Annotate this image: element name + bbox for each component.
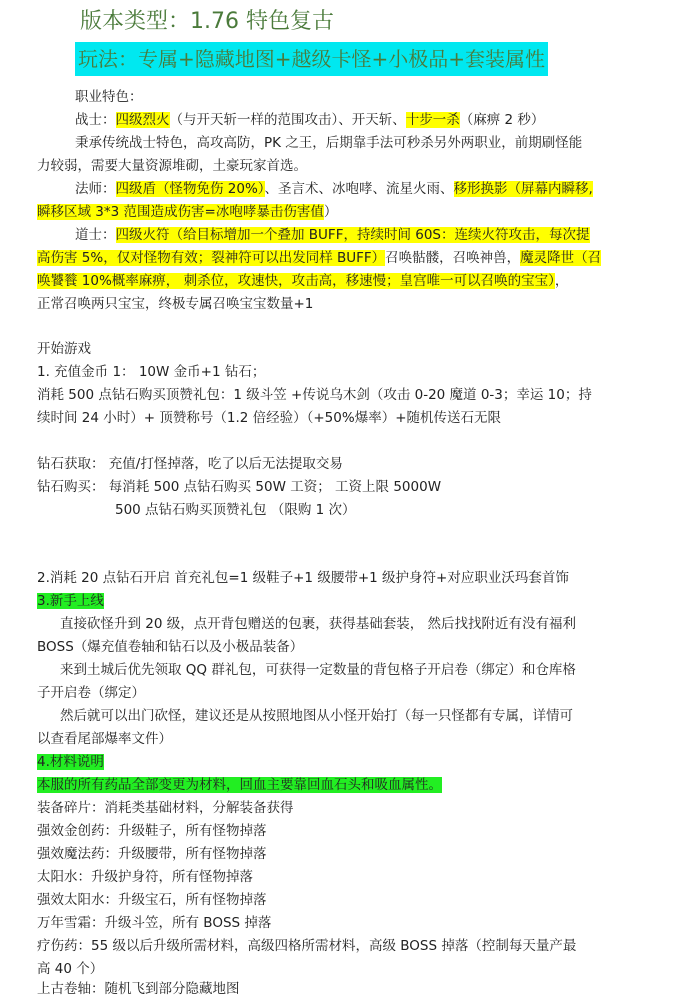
warrior-suffix: （麻痹 2 秒）: [459, 112, 545, 128]
taoist-suffix: ，: [554, 273, 569, 289]
taoist-skill-summon-cont: 唤饕餮 10%概率麻痹， 刺杀位，攻速快，攻击高，移速慢；皇宫唯一可以召唤的宝宝）: [37, 273, 555, 289]
material-item: 高 40 个）: [37, 961, 104, 977]
mage-skill-shield: 四级盾（怪物免伤 20%）: [115, 181, 265, 197]
taoist-prefix: 道士：: [75, 227, 116, 243]
material-item: 强效金创药：升级鞋子，所有怪物掉落: [37, 823, 267, 839]
warrior-skill-ten-step: 十步一杀: [405, 112, 460, 128]
material-item: 强效魔法药：升级腰带，所有怪物掉落: [37, 846, 267, 862]
section-3-heading: [37, 590, 104, 613]
warrior-line: [75, 109, 544, 132]
classes-heading: 职业特色：: [75, 89, 143, 105]
start-item-1: 1. 充值金币 1： 10W 金币+1 钻石；: [37, 364, 266, 380]
section-3-p3b: 以查看尾部爆率文件）: [37, 731, 172, 747]
taoist-line-2: [37, 247, 601, 270]
taoist-skill-fire-talisman-cont: 高伤害 5%，仅对怪物有效；裂神符可以出发同样 BUFF）: [37, 250, 386, 266]
start-item-1-desc-1: 消耗 500 点钻石购买顶赞礼包：1 级斗笠 +传说乌木剑（攻击 0-20 魔道 0-3；幸运 10；持: [37, 387, 592, 403]
mage-line-2: [37, 201, 337, 224]
taoist-desc: 正常召唤两只宝宝，终极专属召唤宝宝数量+1: [37, 296, 314, 312]
material-item: 万年雪霜：升级斗笠，所有 BOSS 掉落: [37, 915, 272, 931]
mage-mid: 、圣言术、冰咆哮、流星火雨、: [264, 181, 454, 197]
warrior-desc-1: 秉承传统战士特色，高攻高防，PK 之王，后期靠手法可秒杀另外两职业，前期刷怪能: [75, 135, 583, 151]
page-title: 版本类型：1.76 特色复古: [80, 9, 334, 34]
warrior-desc-2: 力较弱，需要大量资源堆砌，土豪玩家首选。: [37, 158, 307, 174]
material-item: 装备碎片：消耗类基础材料，分解装备获得: [37, 800, 294, 816]
taoist-mid: 召唤骷髅，召唤神兽，: [385, 250, 521, 266]
section-3-p1b: BOSS（爆充值卷轴和钻石以及小极品装备）: [37, 639, 304, 655]
section-4-highlight-text: 本服的所有药品全部变更为材料，回血主要靠回血石头和吸血属性。: [37, 777, 442, 793]
section-4-heading-text: 4.材料说明: [37, 754, 104, 770]
material-item: 疗伤药：55 级以后升级所需材料，高级四格所需材料，高级 BOSS 掉落（控制每天量产最: [37, 938, 577, 954]
start-item-1-desc-2: 续时间 24 小时）+ 顶赞称号（1.2 倍经验）（+50%爆率）+随机传送石无限: [37, 410, 502, 426]
warrior-mid: （与开天斩一样的范围攻击）、开天斩、: [169, 112, 406, 128]
warrior-prefix: 战士：: [75, 112, 116, 128]
section-3-p1a: 直接砍怪升到 20 级，点开背包赠送的包裹，获得基础套装， 然后找找附近有没有福利: [60, 616, 577, 632]
section-2: 2.消耗 20 点钻石开启 首充礼包=1 级鞋子+1 级腰带+1 级护身符+对应职业沃玛套首饰: [37, 570, 569, 586]
taoist-skill-fire-talisman: 四级火符（给目标增加一个叠加 BUFF，持续时间 60S：连续火符攻击，每次提: [115, 227, 590, 243]
taoist-skill-summon: 魔灵降世（召: [520, 250, 602, 266]
section-3-heading-text: 3.新手上线: [37, 593, 104, 609]
mage-prefix: 法师：: [75, 181, 116, 197]
section-4-highlight: [37, 774, 442, 797]
material-item: 强效太阳水：升级宝石，所有怪物掉落: [37, 892, 267, 908]
section-4-heading: [37, 751, 104, 774]
diamond-get: 钻石获取： 充值/打怪掉落，吃了以后无法提取交易: [37, 456, 343, 472]
material-item: 上古卷轴：随机飞到部分隐藏地图: [37, 981, 240, 997]
start-heading: 开始游戏: [37, 341, 91, 357]
gameplay-banner: 玩法：专属+隐藏地图+越级卡怪+小极品+套装属性: [75, 42, 548, 76]
material-item: 太阳水：升级护身符，所有怪物掉落: [37, 869, 253, 885]
mage-skill-teleport: 移形换影（屏幕内瞬移,: [453, 181, 593, 197]
taoist-line-3: [37, 270, 568, 293]
mage-skill-teleport-cont: 瞬移区域 3*3 范围造成伤害=冰咆哮暴击伤害值: [37, 204, 324, 220]
section-3-p2b: 子开启卷（绑定）: [37, 685, 145, 701]
diamond-buy: 钻石购买： 每消耗 500 点钻石购买 50W 工资； 工资上限 5000W: [37, 479, 442, 495]
mage-line: [75, 178, 593, 201]
taoist-line: [75, 224, 590, 247]
mage-suffix: ）: [323, 204, 338, 220]
diamond-buy-2: 500 点钻石购买顶赞礼包 （限购 1 次）: [115, 502, 356, 518]
section-3-p3a: 然后就可以出门砍怪，建议还是从按照地图从小怪开始打（每一只怪都有专属，详情可: [60, 708, 573, 724]
warrior-skill-fire: 四级烈火: [115, 112, 170, 128]
section-3-p2a: 来到土城后优先领取 QQ 群礼包，可获得一定数量的背包格子开启卷（绑定）和仓库格: [60, 662, 576, 678]
